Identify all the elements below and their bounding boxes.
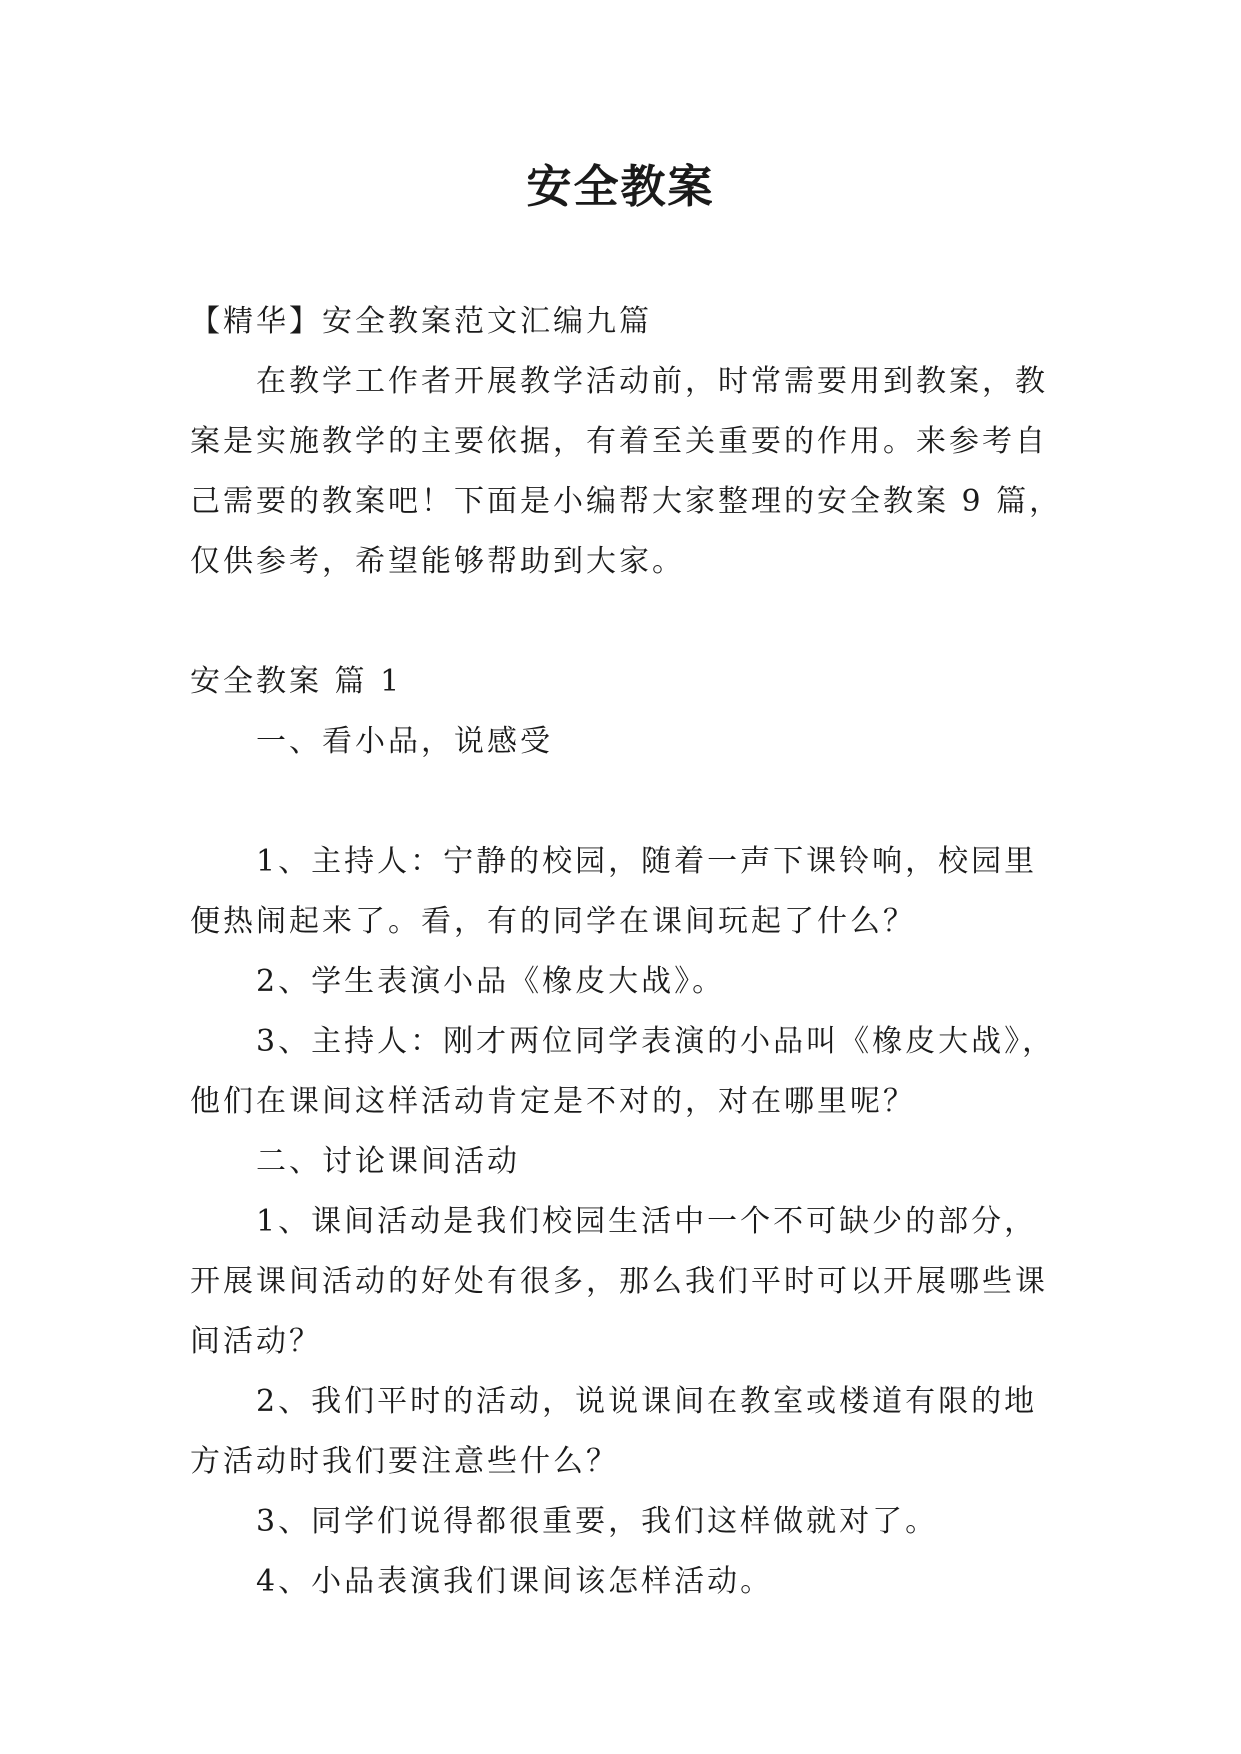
part2-line: 方活动时我们要注意些什么？: [190, 1444, 619, 1479]
part2-line: 2、我们平时的活动，说说课间在教室或楼道有限的地: [256, 1384, 1038, 1419]
subtitle: 【精华】安全教案范文汇编九篇: [190, 304, 652, 339]
intro-line: 在教学工作者开展教学活动前，时常需要用到教案，教: [256, 364, 1048, 399]
part2-line: 3、同学们说得都很重要，我们这样做就对了。: [256, 1504, 939, 1539]
part1-heading: 一、看小品，说感受: [256, 724, 553, 759]
document-body: [190, 292, 1063, 1612]
part2-line: 4、小品表演我们课间该怎样活动。: [256, 1564, 774, 1599]
part1-line: 他们在课间这样活动肯定是不对的，对在哪里呢？: [190, 1084, 916, 1119]
spacer: [190, 592, 1055, 652]
section-heading: 安全教案 篇 1: [190, 664, 403, 699]
part1-line: 2、学生表演小品《橡皮大战》。: [256, 964, 726, 999]
part2-line: 开展课间活动的好处有很多，那么我们平时可以开展哪些课: [190, 1264, 1048, 1299]
part1-line: 3、主持人：刚才两位同学表演的小品叫《橡皮大战》，: [256, 1024, 1056, 1059]
part1-line: 便热闹起来了。看，有的同学在课间玩起了什么？: [190, 904, 916, 939]
part1-line: 1、主持人：宁静的校园，随着一声下课铃响，校园里: [256, 844, 1038, 879]
part2-heading: 二、讨论课间活动: [256, 1144, 520, 1179]
intro-line: 案是实施教学的主要依据，有着至关重要的作用。来参考自: [190, 424, 1048, 459]
part2-line: 1、课间活动是我们校园生活中一个不可缺少的部分，: [256, 1204, 1038, 1239]
part2-line: 间活动？: [190, 1324, 322, 1359]
page-title: 安全教案: [526, 160, 715, 213]
intro-line: 己需要的教案吧！下面是小编帮大家整理的安全教案 9 篇，: [190, 484, 1063, 519]
intro-line: 仅供参考，希望能够帮助到大家。: [190, 544, 685, 579]
spacer: [190, 772, 1055, 832]
